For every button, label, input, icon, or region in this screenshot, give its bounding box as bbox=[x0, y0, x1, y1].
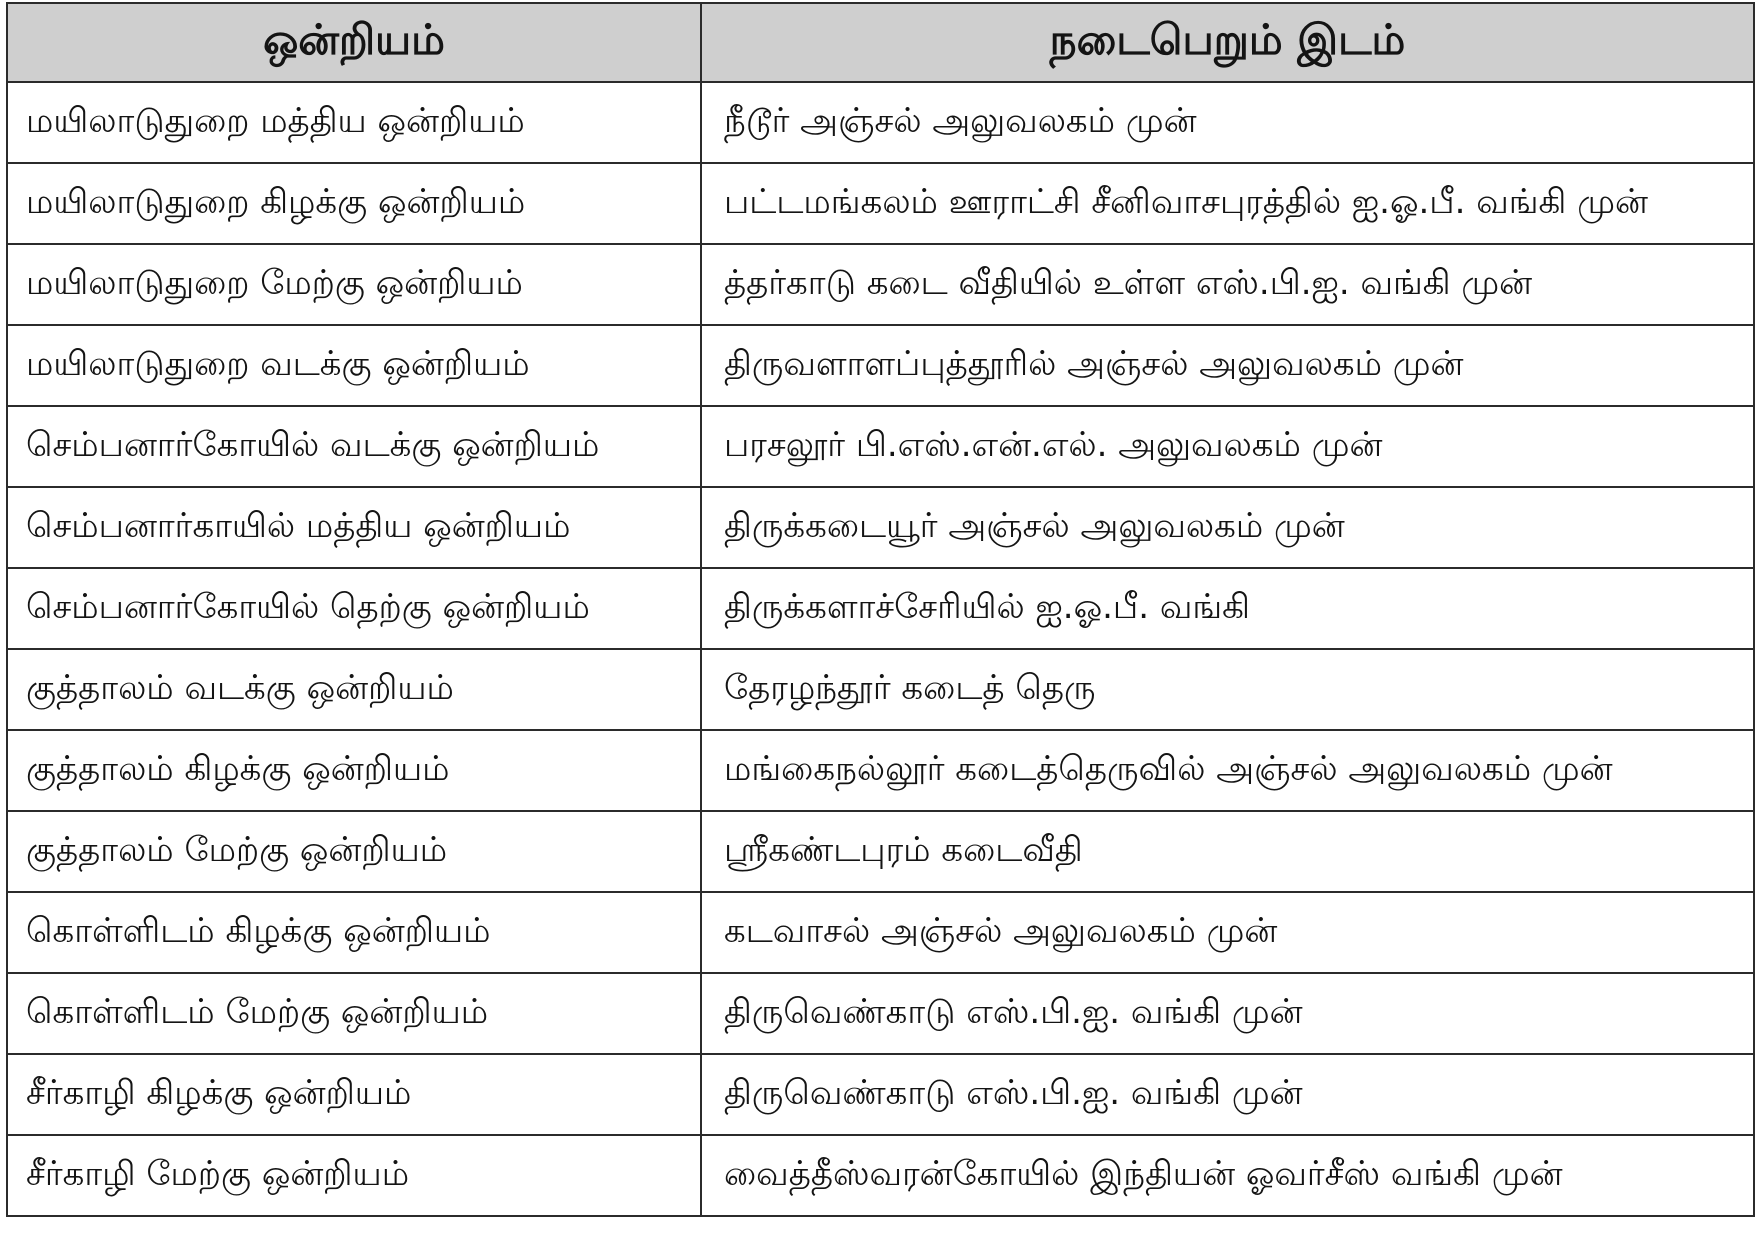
table-row bbox=[7, 325, 1754, 406]
table-row bbox=[7, 811, 1754, 892]
union-cell: மயிலாடுதுறை கிழக்கு ஒன்றியம் bbox=[7, 163, 701, 244]
table-row bbox=[7, 568, 1754, 649]
union-cell: கொள்ளிடம் மேற்கு ஒன்றியம் bbox=[7, 973, 701, 1054]
venue-table bbox=[6, 2, 1755, 1217]
table-row bbox=[7, 406, 1754, 487]
union-cell: சீர்காழி கிழக்கு ஒன்றியம் bbox=[7, 1054, 701, 1135]
table-row bbox=[7, 730, 1754, 811]
venue-cell: பரசலூர் பி.எஸ்.என்.எல். அலுவலகம் முன் bbox=[701, 406, 1754, 487]
venue-cell: வைத்தீஸ்வரன்கோயில் இந்தியன் ஓவர்சீஸ் வங்கி முன் bbox=[701, 1135, 1754, 1216]
header-union: ஒன்றியம் bbox=[7, 3, 701, 82]
venue-cell: கடவாசல் அஞ்சல் அலுவலகம் முன் bbox=[701, 892, 1754, 973]
venue-cell: பட்டமங்கலம் ஊராட்சி சீனிவாசபுரத்தில் ஐ.ஓ.பீ. வங்கி முன் bbox=[701, 163, 1754, 244]
table-row bbox=[7, 649, 1754, 730]
union-cell: குத்தாலம் கிழக்கு ஒன்றியம் bbox=[7, 730, 701, 811]
venue-cell: திருக்கடையூர் அஞ்சல் அலுவலகம் முன் bbox=[701, 487, 1754, 568]
union-cell: செம்பனார்காயில் மத்திய ஒன்றியம் bbox=[7, 487, 701, 568]
union-cell: கொள்ளிடம் கிழக்கு ஒன்றியம் bbox=[7, 892, 701, 973]
table-row bbox=[7, 892, 1754, 973]
union-cell: மயிலாடுதுறை வடக்கு ஒன்றியம் bbox=[7, 325, 701, 406]
table-row bbox=[7, 163, 1754, 244]
union-cell: குத்தாலம் வடக்கு ஒன்றியம் bbox=[7, 649, 701, 730]
table-body bbox=[7, 82, 1754, 1216]
venue-cell: மங்கைநல்லூர் கடைத்தெருவில் அஞ்சல் அலுவலகம் முன் bbox=[701, 730, 1754, 811]
table-row bbox=[7, 82, 1754, 163]
union-cell: குத்தாலம் மேற்கு ஒன்றியம் bbox=[7, 811, 701, 892]
venue-cell: தேரழந்தூர் கடைத் தெரு bbox=[701, 649, 1754, 730]
union-cell: சீர்காழி மேற்கு ஒன்றியம் bbox=[7, 1135, 701, 1216]
table-row bbox=[7, 1135, 1754, 1216]
venue-cell: திருவளாளப்புத்தூரில் அஞ்சல் அலுவலகம் முன் bbox=[701, 325, 1754, 406]
union-cell: மயிலாடுதுறை மத்திய ஒன்றியம் bbox=[7, 82, 701, 163]
venue-cell: த்தர்காடு கடை வீதியில் உள்ள எஸ்.பி.ஐ. வங்கி முன் bbox=[701, 244, 1754, 325]
header-row bbox=[7, 3, 1754, 82]
table-row bbox=[7, 1054, 1754, 1135]
venue-cell: திருக்களாச்சேரியில் ஐ.ஓ.பீ. வங்கி bbox=[701, 568, 1754, 649]
union-cell: செம்பனார்கோயில் தெற்கு ஒன்றியம் bbox=[7, 568, 701, 649]
venue-cell: நீடூர் அஞ்சல் அலுவலகம் முன் bbox=[701, 82, 1754, 163]
venue-cell: ஸ்ரீகண்டபுரம் கடைவீதி bbox=[701, 811, 1754, 892]
venue-cell: திருவெண்காடு எஸ்.பி.ஐ. வங்கி முன் bbox=[701, 1054, 1754, 1135]
table-row bbox=[7, 487, 1754, 568]
union-cell: செம்பனார்கோயில் வடக்கு ஒன்றியம் bbox=[7, 406, 701, 487]
venue-cell: திருவெண்காடு எஸ்.பி.ஐ. வங்கி முன் bbox=[701, 973, 1754, 1054]
table-row bbox=[7, 244, 1754, 325]
union-cell: மயிலாடுதுறை மேற்கு ஒன்றியம் bbox=[7, 244, 701, 325]
table-row bbox=[7, 973, 1754, 1054]
header-venue: நடைபெறும் இடம் bbox=[701, 3, 1754, 82]
